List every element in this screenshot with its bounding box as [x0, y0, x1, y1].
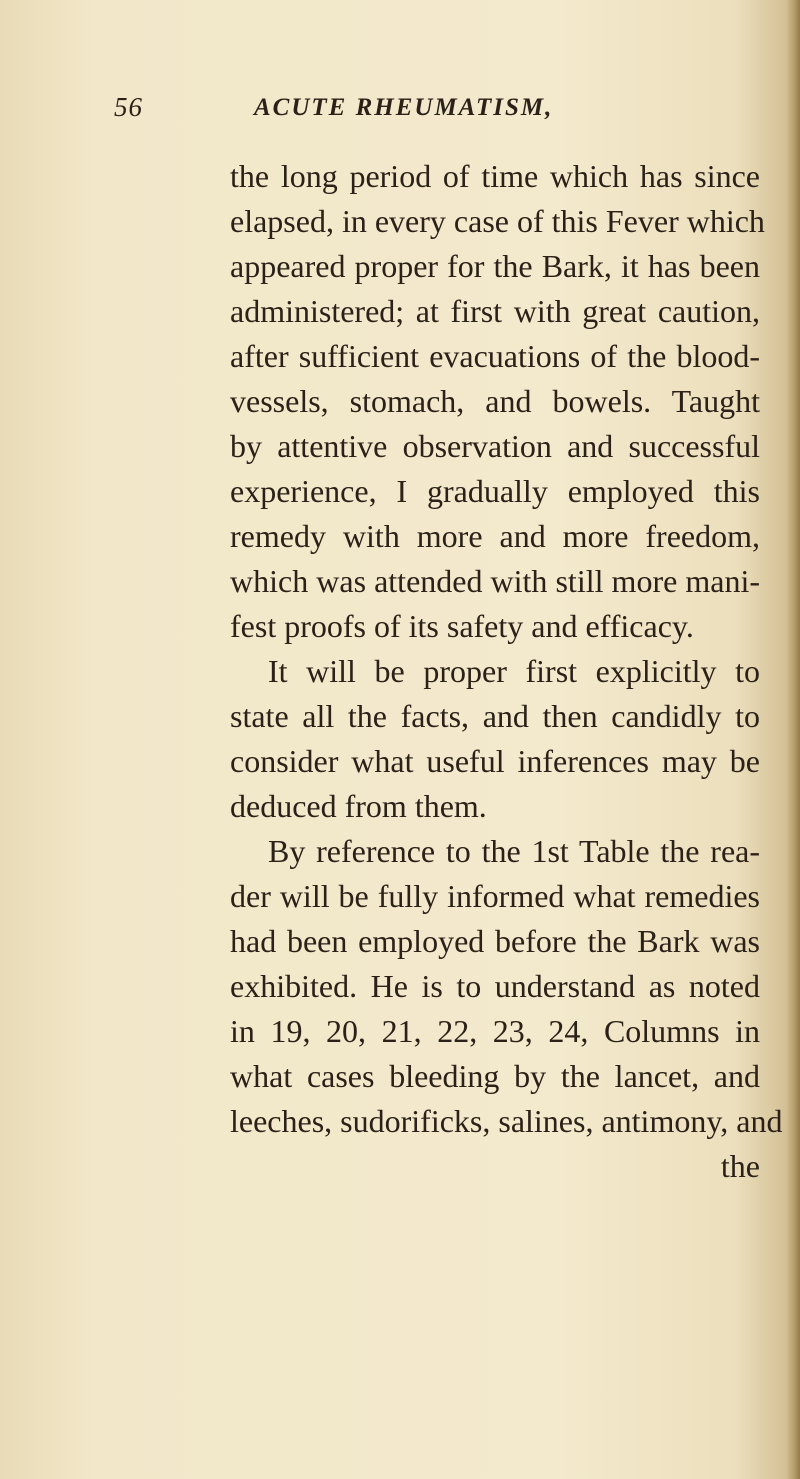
page-header — [114, 92, 754, 136]
text-line: by attentive observation and successful — [230, 428, 760, 464]
text-line: which was attended with still more mani- — [230, 563, 760, 599]
text-line: vessels, stomach, and bowels. Taught — [230, 383, 760, 419]
page-number: 56 — [114, 92, 143, 122]
text-line: consider what useful inferences may be — [230, 743, 760, 779]
text-line: By reference to the 1st Table the rea- — [268, 833, 760, 869]
text-line: in 19, 20, 21, 22, 23, 24, Columns in — [230, 1013, 760, 1049]
text-line: elapsed, in every case of this Fever which — [230, 203, 765, 239]
text-line: administered; at first with great caution, — [230, 293, 760, 329]
text-line: remedy with more and more freedom, — [230, 518, 760, 554]
text-line: fest proofs of its safety and efficacy. — [230, 608, 694, 644]
text-line: appeared proper for the Bark, it has been — [230, 248, 760, 284]
page-edge-shadow — [786, 0, 800, 1479]
text-line: what cases bleeding by the lancet, and — [230, 1058, 760, 1094]
text-line: had been employed before the Bark was — [230, 923, 760, 959]
text-line: state all the facts, and then candidly to — [230, 698, 760, 734]
text-line: der will be fully informed what remedies — [230, 878, 760, 914]
text-line: It will be proper first explicitly to — [268, 653, 760, 689]
running-title: ACUTE RHEUMATISM, — [254, 94, 554, 121]
text-line: deduced from them. — [230, 788, 487, 824]
text-line: experience, I gradually employed this — [230, 473, 760, 509]
catchword: the — [720, 1148, 760, 1184]
text-line: leeches, sudorificks, salines, antimony, and — [230, 1103, 783, 1139]
body-text — [230, 154, 783, 1189]
text-line: the long period of time which has since — [230, 158, 760, 194]
text-line: after sufficient evacuations of the blood- — [230, 338, 760, 374]
text-line: exhibited. He is to understand as noted — [230, 968, 760, 1004]
